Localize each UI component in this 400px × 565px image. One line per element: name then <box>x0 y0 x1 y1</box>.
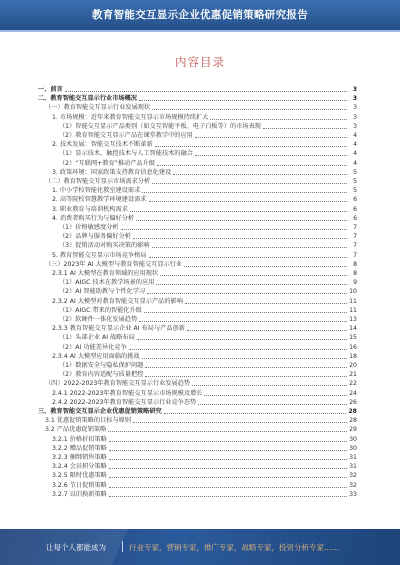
toc-entry-title: （1）价格敏感度分析 <box>59 224 119 231</box>
toc-entry-title: （2）软硬件一体化发展趋势 <box>59 316 138 323</box>
toc-entry-title: 2.4.2 2022-2023年教育智能交互显示行业竞争态势 <box>52 398 197 406</box>
toc-entry-title: 2. 技术发展：智能交互技术不断革新 <box>52 141 153 149</box>
toc-entry <box>52 186 357 195</box>
toc-entry <box>59 232 357 241</box>
dot-leader <box>152 247 347 248</box>
toc-entry-title: 1. 市场规模：近年来教育智能交互显示市场规模持续扩大 <box>52 113 209 121</box>
toc-entry-page-number: 3 <box>353 113 357 121</box>
toc-entry-page-number: 5 <box>353 187 357 195</box>
toc-entry <box>59 370 357 379</box>
toc-entry-title: （一）教育智能交互显示行业发展现状 <box>45 104 151 112</box>
toc-entry <box>52 444 357 453</box>
toc-entry-title: 3.2.5 限时优惠策略 <box>52 472 107 480</box>
toc-entry-page-number: 31 <box>349 463 357 471</box>
toc-entry-title: （二）教育智能交互显示市场需求分析 <box>45 178 151 185</box>
toc-entry-page-number: 32 <box>349 481 357 489</box>
toc-entry-page-number: 32 <box>349 472 357 480</box>
toc-entry-title: 1. 中小学校智能化教室建设需求 <box>52 187 141 195</box>
dot-leader <box>155 146 347 147</box>
toc-entry-page-number: 5 <box>353 178 357 185</box>
dot-leader <box>263 128 347 129</box>
footer-banner <box>0 529 400 565</box>
toc-heading: 内容目录 <box>175 55 225 69</box>
toc-entry <box>59 241 357 250</box>
dot-leader <box>173 174 347 175</box>
toc-entry <box>52 140 357 149</box>
toc-entry-page-number: 7 <box>353 233 357 241</box>
toc-entry-title: 4. 消费者购买行为与偏好分析 <box>52 214 135 222</box>
toc-entry-title: 2. 高等院校智慧教学环境建设需求 <box>52 196 147 204</box>
toc-entry-title: 二、教育智能交互显示行业市场概况 <box>38 95 137 103</box>
toc-entry-page-number: 24 <box>349 389 357 397</box>
toc-entry-page-number: 21 <box>349 371 357 379</box>
toc-entry <box>45 416 357 425</box>
toc-entry-page-number: 6 <box>353 196 357 204</box>
toc-entry-page-number: 9 <box>353 279 357 287</box>
toc-entry <box>59 159 357 168</box>
toc-entry-title: 3.2.7 以旧换新策略 <box>52 490 107 498</box>
dot-leader <box>108 431 347 432</box>
dot-leader <box>137 339 347 340</box>
toc-entry-title: 3.2 产品优惠促销策略 <box>45 426 107 434</box>
toc-entry-title: （四）2022-2023年教育智能交互显示行业发展趋势 <box>45 380 191 388</box>
toc-entry-title: （1）AIGC 带来的智能化升级 <box>59 306 142 314</box>
toc-entry <box>52 269 357 278</box>
dot-leader <box>185 303 347 304</box>
toc-entry-page-number: 6 <box>353 214 357 222</box>
dot-leader <box>109 496 347 497</box>
toc-entry <box>45 379 357 388</box>
toc-entry-title: （1）AIGC 技术在教学场景的应用 <box>59 279 155 287</box>
toc-entry-title: （2）“互联网+教育”推动产品升级 <box>59 159 155 167</box>
toc-entry <box>52 113 357 122</box>
dot-leader <box>139 321 347 322</box>
toc-entry-page-number: 11 <box>349 306 357 314</box>
toc-entry <box>38 407 357 416</box>
toc-entry <box>59 343 357 352</box>
dot-leader <box>204 395 347 396</box>
toc-entry <box>52 490 357 499</box>
toc-entry-page-number: 4 <box>353 132 357 139</box>
dot-leader <box>65 91 347 92</box>
toc-entry <box>52 462 357 471</box>
dot-leader <box>109 477 347 478</box>
toc-entry-title: （1）头部企业 AI 战略布局 <box>59 334 135 342</box>
dot-leader <box>152 109 347 110</box>
toc-entry-page-number: 14 <box>349 325 357 333</box>
toc-entry-title: （2）AI 智能助教与个性化学习 <box>59 288 146 296</box>
toc-entry <box>52 398 357 407</box>
toc-entry-page-number: 7 <box>353 224 357 231</box>
dot-leader <box>187 330 347 331</box>
toc-entry-title: 3. 政策环境：国家政策支持教育信息化建设 <box>52 168 172 176</box>
dot-leader <box>184 266 347 267</box>
toc-entry-title: 3.2.1 价格折扣策略 <box>52 435 107 443</box>
toc-entry <box>52 214 357 223</box>
toc-entry-page-number: 18 <box>349 352 357 360</box>
toc-entry-title: 3.2.3 捆绑销售策略 <box>52 454 107 461</box>
dot-leader <box>109 487 347 488</box>
dot-leader <box>210 119 347 120</box>
toc-entry <box>45 103 357 112</box>
toc-entry <box>59 306 357 315</box>
toc-entry-page-number: 11 <box>349 297 357 305</box>
toc-entry-title: 2.3.1 AI 大模型在教育领域的应用现状 <box>52 270 159 277</box>
toc-entry <box>52 168 357 177</box>
dot-leader <box>149 257 348 258</box>
dot-leader <box>164 413 347 414</box>
toc-entry-title: 3. 职业教育与培训机构需求 <box>52 205 128 213</box>
toc-entry-page-number: 6 <box>353 205 357 213</box>
dot-leader <box>195 137 347 138</box>
toc-entry-title: 2.4.1 2022-2023年教育智能交互显示市场规模及增长 <box>52 389 203 397</box>
dot-leader <box>142 192 347 193</box>
dot-leader <box>160 275 347 276</box>
dot-leader <box>130 211 347 212</box>
toc-entry-page-number: 28 <box>348 408 357 415</box>
toc-entry-title: 2.3.3 教育智能交互显示企业 AI 布局与产品创新 <box>52 325 185 333</box>
toc-entry-page-number: 30 <box>349 435 357 443</box>
toc-entry-title: 5. 教育智能交互显示市场竞争格局 <box>52 251 147 259</box>
toc-entry <box>59 122 357 131</box>
toc-entry-title: （2）教育内容适配与质量把控 <box>59 371 144 379</box>
dot-leader <box>192 385 347 386</box>
toc-entry <box>59 361 357 370</box>
dot-leader <box>142 358 347 359</box>
dot-leader <box>145 367 347 368</box>
toc-entry <box>52 324 357 333</box>
toc-entry-page-number: 16 <box>349 343 357 351</box>
toc-entry-page-number: 3 <box>352 95 357 103</box>
dot-leader <box>149 201 348 202</box>
toc-entry <box>59 223 357 232</box>
toc-entry-page-number: 28 <box>349 417 357 425</box>
dot-leader <box>133 422 347 423</box>
dot-leader <box>198 404 347 405</box>
toc-entry <box>52 205 357 214</box>
toc-entry-page-number: 8 <box>353 270 357 277</box>
dot-leader <box>195 155 347 156</box>
toc-entry-page-number: 15 <box>349 334 357 342</box>
dot-leader <box>147 293 347 294</box>
toc-entry-title: 3.2.4 会员积分策略 <box>52 463 107 471</box>
toc-entry <box>52 389 357 398</box>
toc-entry-title: （1）显示技术、触控技术与人工智能技术的融合 <box>59 150 193 158</box>
toc-entry-page-number: 13 <box>349 316 357 323</box>
dot-leader <box>152 183 347 184</box>
toc-entry <box>45 260 357 269</box>
toc-entry-page-number: 31 <box>349 454 357 461</box>
dot-leader <box>129 349 347 350</box>
toc-entry-title: 3.2.6 节日促销策略 <box>52 481 107 489</box>
toc-entry-page-number: 30 <box>349 444 357 452</box>
footer-experts-text: 行业专家，营销专家，推广专家，战略专家，投资分析专家…… <box>129 543 339 552</box>
toc-entry-page-number: 10 <box>349 288 357 296</box>
toc-entry <box>45 425 357 434</box>
toc-entry-title: 3.2.2 赠品促销策略 <box>52 444 107 452</box>
toc-entry-page-number: 26 <box>349 398 357 406</box>
toc-entry-page-number: 20 <box>349 362 357 369</box>
dot-leader <box>109 459 347 460</box>
toc-entry <box>38 94 357 103</box>
toc-entry-title: （1）智能交互显示产品类别（如交互智能平板、电子白板等）的市场表现 <box>59 122 261 130</box>
toc-entry-title: （2）品牌与服务偏好分析 <box>59 233 131 241</box>
toc-entry-title: （3）促销活动对购买决策的影响 <box>59 242 150 250</box>
toc-entry <box>52 481 357 490</box>
toc-entry-page-number: 33 <box>349 490 357 498</box>
toc-entry-page-number: 29 <box>349 426 357 434</box>
dot-leader <box>121 229 347 230</box>
footer-slogan: 让每个人都能成为 <box>46 543 106 552</box>
toc-entry-page-number: 3 <box>353 104 357 112</box>
toc-entry-title: （1）数据安全与隐私保护问题 <box>59 362 144 369</box>
toc-entry-page-number: 3 <box>353 122 357 130</box>
toc-entry <box>45 177 357 186</box>
toc-entry-title: （2）教育智能交互显示产品在课堂教学中的应用 <box>59 132 193 139</box>
dot-leader <box>157 165 347 166</box>
dot-leader <box>109 468 347 469</box>
toc-entry <box>52 251 357 260</box>
toc-entry-title: （三）2023年 AI 大模型与教育智能交互显示行业 <box>45 260 183 268</box>
toc-entry-page-number: 8 <box>353 260 357 268</box>
toc-entry-page-number: 7 <box>353 251 357 259</box>
toc-entry <box>59 149 357 158</box>
toc-entry-page-number: 22 <box>349 380 357 388</box>
dot-leader <box>109 441 347 442</box>
dot-leader <box>133 238 347 239</box>
toc-entry <box>52 195 357 204</box>
dot-leader <box>139 100 347 101</box>
toc-entry-page-number: 4 <box>353 159 357 167</box>
toc-entry <box>52 453 357 462</box>
toc-entry <box>52 435 357 444</box>
toc-entry-title: （2）AI 功能差异化竞争 <box>59 343 127 351</box>
toc-entry-page-number: 5 <box>353 168 357 176</box>
toc-entry <box>59 131 357 140</box>
dot-leader <box>109 450 347 451</box>
toc-entry-title: 一、前言 <box>38 86 63 93</box>
toc-entry-title: 三、教育智能交互显示企业优惠促销策略研究 <box>38 408 162 415</box>
toc-entry-title: 3.1 优惠促销策略的目标与原则 <box>45 417 132 425</box>
toc-entry <box>52 297 357 306</box>
toc-entry <box>59 333 357 342</box>
toc-entry-page-number: 3 <box>352 86 357 93</box>
dot-leader <box>136 220 347 221</box>
toc-entry <box>52 352 357 361</box>
toc-entry-title: 2.3.4 AI 大模型应用面临的挑战 <box>52 352 140 360</box>
toc-entry <box>38 85 357 94</box>
dot-leader <box>144 312 347 313</box>
dot-leader <box>145 376 347 377</box>
toc-entry <box>59 278 357 287</box>
toc-entry-title: 2.3.2 AI 大模型对教育智能交互显示产品的影响 <box>52 297 183 305</box>
toc-entry <box>59 315 357 324</box>
toc-entry <box>59 287 357 296</box>
toc-entry-page-number: 7 <box>353 242 357 250</box>
toc-entry-page-number: 4 <box>353 141 357 149</box>
toc-entry <box>52 471 357 480</box>
toc-entry-page-number: 4 <box>353 150 357 158</box>
footer-separator <box>122 541 123 552</box>
dot-leader <box>156 284 347 285</box>
report-title: 教育智能交互显示企业优惠促销策略研究报告 <box>92 9 308 21</box>
